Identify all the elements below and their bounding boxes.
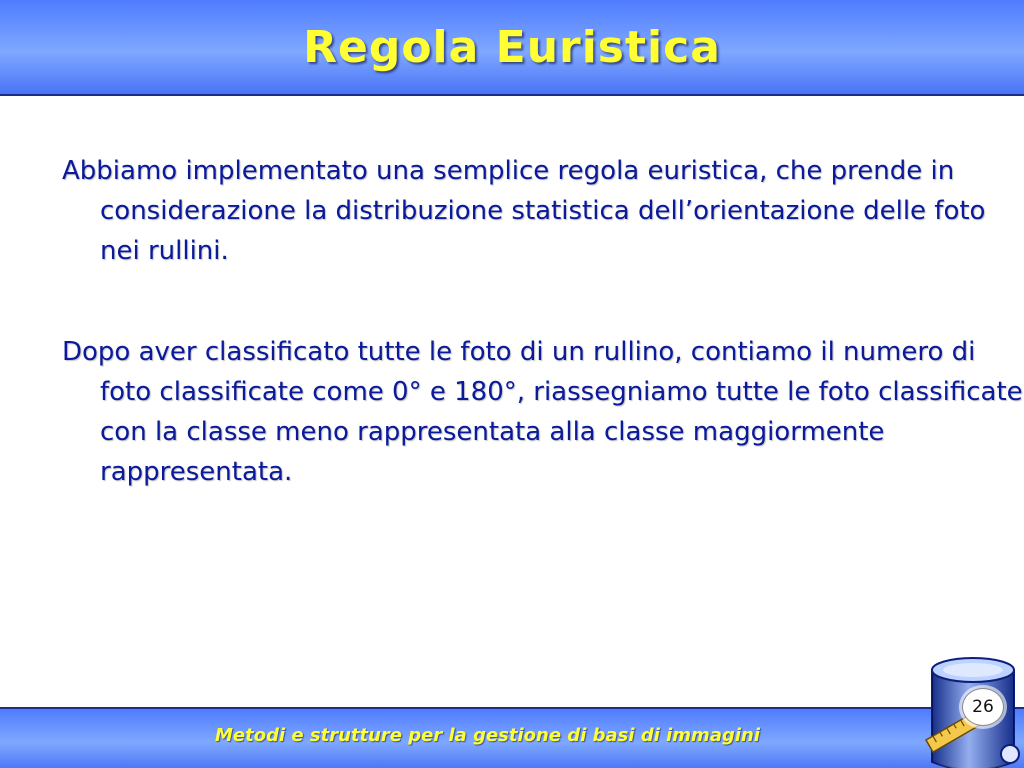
paragraph-reclassification: Dopo aver classificato tutte le foto di un rullino, contiamo il numero di foto classificate come 0° e 180°, riassegniamo tutte le foto classificate con la classe meno rappresentata alla classe maggiormente rappresentata. [62, 337, 1023, 487]
footer-band [0, 707, 1024, 768]
paragraph-heuristic-rule: Abbiamo implementato una semplice regola euristica, che prende in considerazione la distribuzione statistica dell’orientazione delle foto nei rullini. [62, 156, 986, 266]
header-band [0, 0, 1024, 96]
page-number: 26 [962, 688, 1004, 726]
slide-title: Regola Euristica [303, 22, 721, 73]
footer-text: Metodi e strutture per la gestione di basi di immagini [214, 725, 761, 746]
